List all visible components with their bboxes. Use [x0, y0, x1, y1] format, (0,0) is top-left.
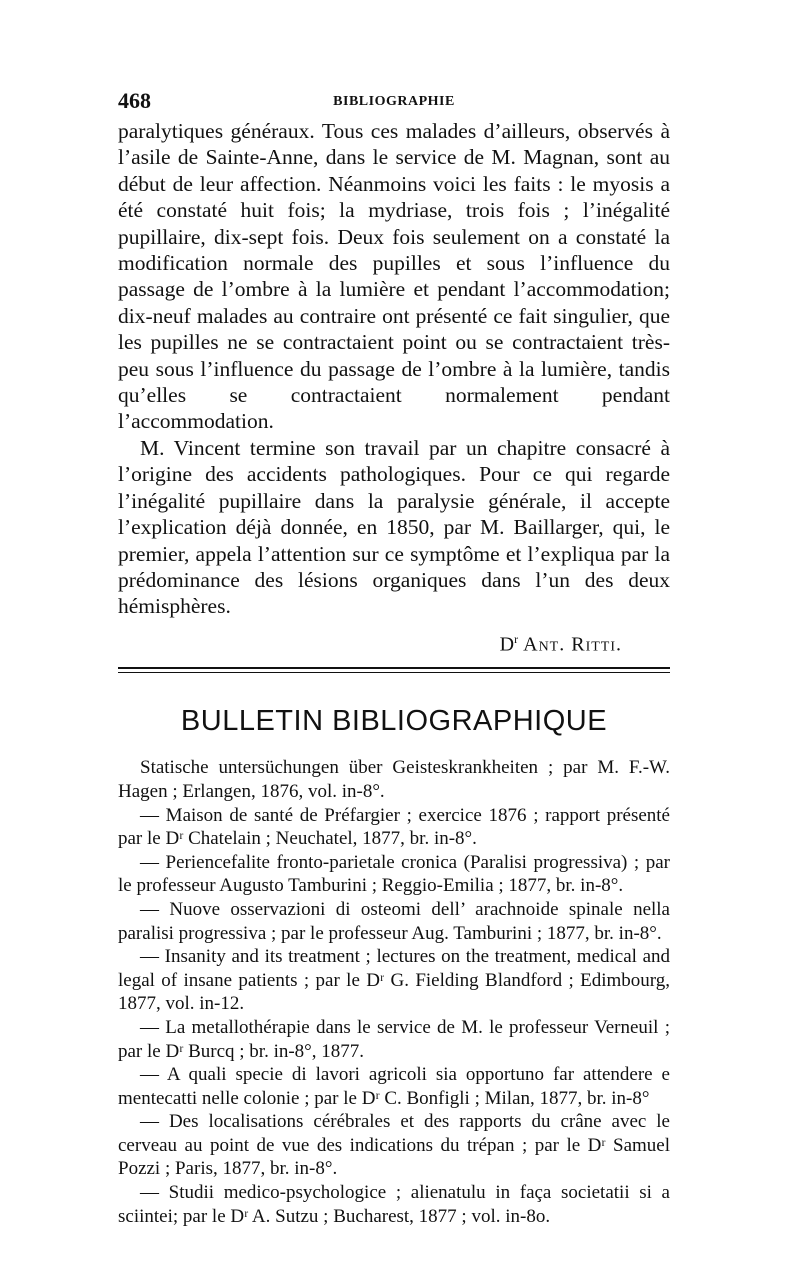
signature-prefix: D: [499, 633, 515, 656]
bibliography-entry: — Nuove osservazioni di osteomi dell’ arachnoide spinale nella paralisi progressiva ; par le professeur Aug. Tamburini ; 1877, br. in-8°.: [118, 898, 670, 944]
bibliography-list: [118, 756, 670, 1228]
article-text: [118, 118, 670, 657]
bibliography-entry: — Studii medico-psychologice ; alienatulu in faça societatii si a sciintei; par le Dʳ A. Sutzu ; Bucharest, 1877 ; vol. in-8o.: [118, 1182, 670, 1227]
signature-name: Ant. Ritti.: [523, 633, 622, 656]
bibliography-entry: — A quali specie di lavori agricoli sia opportuno far attendere e mentecatti nelle colonie ; par le Dʳ C. Bonfigli ; Milan, 1877, br. in-8°: [118, 1064, 670, 1109]
section-divider: [118, 667, 670, 673]
article-paragraph: M. Vincent termine son travail par un chapitre consacré à l’origine des accidents pathologiques. Pour ce qui regarde l’inégalité pupillaire dans la paralysie générale, il accepte l’explication déjà donnée, en 1850, par M. Baillarger, qui, le premier, appela l’attention sur ce symptôme et l’expliqua par la prédominance des lésions organiques dans l’un des deux hémisphères.: [118, 435, 670, 619]
bibliography-entry: Statische untersüchungen über Geisteskrankheiten ; par M. F.-W. Hagen ; Erlangen, 1876, vol. in-8°.: [118, 757, 670, 802]
page-number: 468: [118, 88, 151, 113]
article-paragraph: paralytiques généraux. Tous ces malades d’ailleurs, observés à l’asile de Sainte-Anne, dans le service de M. Magnan, sont au début de leur affection. Néanmoins voici les faits : le myosis a été constaté huit fois; la mydriase, trois fois ; l’inégalité pupillaire, dix-sept fois. Deux fois seulement on a constaté la modification normale des pupilles et sous l’influence du passage de l’ombre à la lumière et pendant l’accommodation; dix-neuf malades au contraire ont présenté ce fait singulier, que les pupilles ne se contractaient point ou se contractaient très-peu sous l’influence du passage de l’ombre à la lumière, tandis qu’elles se contractaient normalement pendant l’accommodation.: [118, 119, 670, 434]
section-title: BULLETIN BIBLIOGRAPHIQUE: [180, 705, 608, 738]
book-page: [118, 88, 670, 1228]
bibliography-entry: — Maison de santé de Préfargier ; exercice 1876 ; rapport présenté par le Dʳ Chatelain ; Neuchatel, 1877, br. in-8°.: [118, 804, 670, 850]
page-header: [118, 88, 670, 118]
author-signature: [118, 626, 670, 658]
bibliography-entry: — La metallothérapie dans le service de M. le professeur Verneuil ; par le Dʳ Burcq ; br. in-8°, 1877.: [118, 1016, 670, 1062]
bibliography-entry: — Periencefalite fronto-parietale cronica (Paralisi progressiva) ; par le professeur Augusto Tamburini ; Reggio-Emilia ; 1877, br. in-8°.: [118, 851, 670, 897]
bibliography-entry: — Des localisations cérébrales et des rapports du crâne avec le cerveau au point de vue des indications du trépan ; par le Dʳ Samuel Pozzi ; Paris, 1877, br. in-8°.: [118, 1111, 670, 1180]
signature-prefix-sup: r: [514, 631, 519, 646]
running-head: BIBLIOGRAPHIE: [333, 94, 455, 109]
bibliography-entry: — Insanity and its treatment ; lectures on the treatment, medical and legal of insane patients ; par le Dʳ G. Fielding Blandford ; Edimbourg, 1877, vol. in-12.: [118, 946, 670, 1015]
